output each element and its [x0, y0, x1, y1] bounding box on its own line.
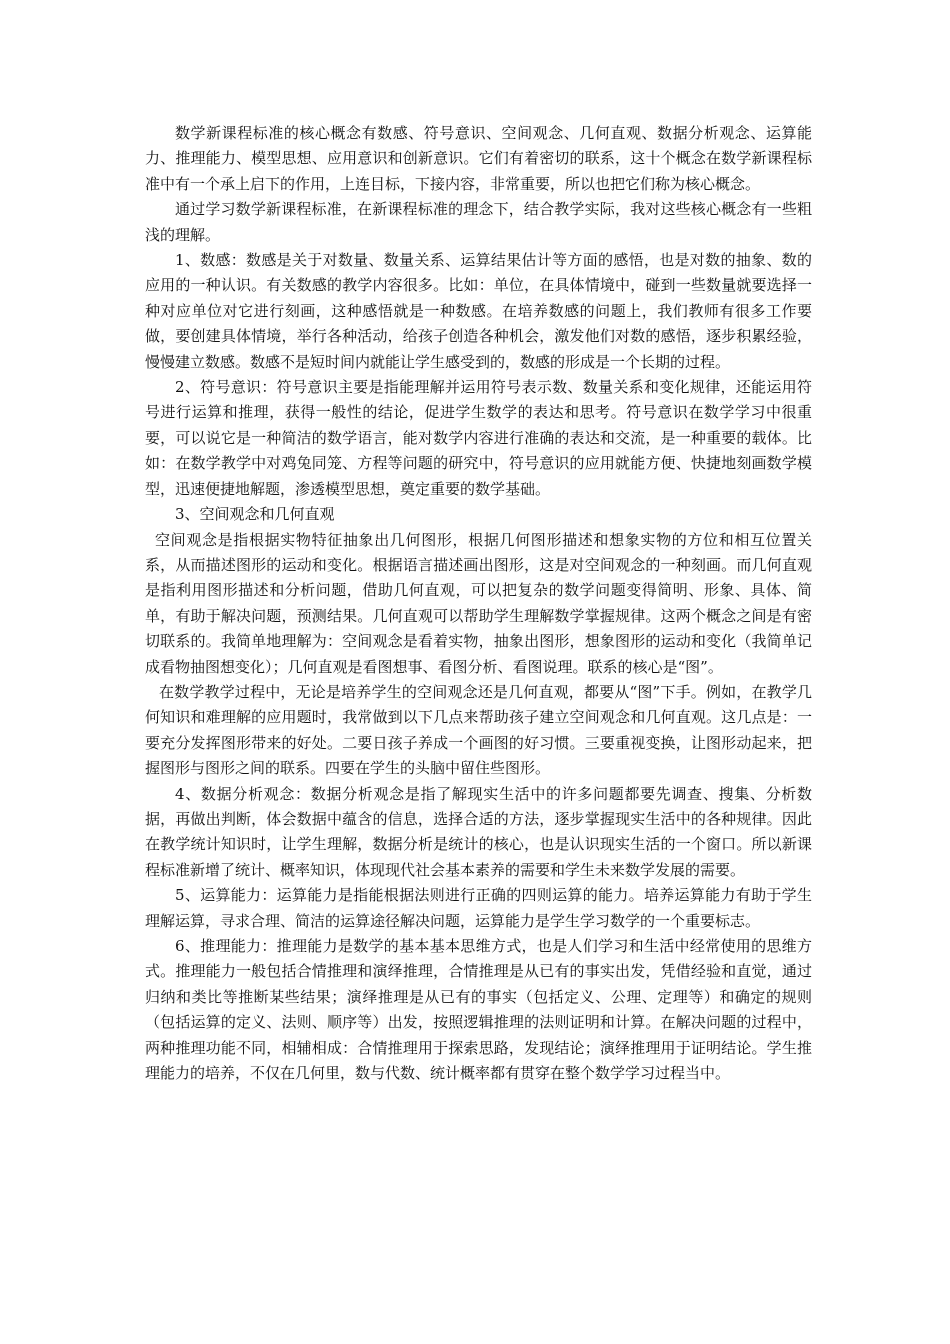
paragraph-computation: 5、运算能力：运算能力是指能根据法则进行正确的四则运算的能力。培养运算能力有助于学生理解运算，寻求合理、简洁的运算途径解决问题，运算能力是学生学习数学的一个重要标志。: [145, 886, 812, 930]
paragraph-understanding: 通过学习数学新课程标准，在新课程标准的理念下，结合教学实际，我对这些核心概念有一些粗浅的理解。: [145, 200, 812, 244]
paragraph-reasoning: 6、推理能力：推理能力是数学的基本基本思维方式，也是人们学习和生活中经常使用的思维方式。推理能力一般包括合情推理和演绎推理，合情推理是从已有的事实出发，凭借经验和直觉，通过归纳和类比等推断某些结果；演绎推理是从已有的事实（包括定义、公理、定理等）和确定的规则（包括运算的定义、法则、顺序等）出发，按照逻辑推理的法则证明和计算。在解决问题的过程中，两种推理功能不同，相辅相成：合情推理用于探索思路，发现结论；演绎推理用于证明结论。学生推理能力的培养，不仅在几何里，数与代数、统计概率都有贯穿在整个数学学习过程当中。: [145, 937, 812, 1083]
paragraph-intro: 数学新课程标准的核心概念有数感、符号意识、空间观念、几何直观、数据分析观念、运算能力、推理能力、模型思想、应用意识和创新意识。它们有着密切的联系，这十个概念在数学新课程标准中有一个承上启下的作用，上连目标，下接内容，非常重要，所以也把它们称为核心概念。: [145, 124, 812, 193]
paragraph-data-analysis: 4、数据分析观念：数据分析观念是指了解现实生活中的许多问题都要先调查、搜集、分析数据，再做出判断，体会数据中蕴含的信息，选择合适的方法，逐步掌握现实生活中的各种规律。因此在教学统计知识时，让学生理解，数据分析是统计的核心，也是认识现实生活的一个窗口。所以新课程标准新增了统计、概率知识，体现现代社会基本素养的需要和学生未来数学发展的需要。: [145, 784, 812, 879]
paragraph-spatial-concept: 空间观念是指根据实物特征抽象出几何图形，根据几何图形描述和想象实物的方位和相互位置关系，从而描述图形的运动和变化。根据语言描述画出图形，这是对空间观念的一种刻画。而几何直观是指利用图形描述和分析问题，借助几何直观，可以把复杂的数学问题变得简明、形象、具体、简单，有助于解决问题，预测结果。几何直观可以帮助学生理解数学掌握规律。这两个概念之间是有密切联系的。我简单地理解为：空间观念是看着实物，抽象出图形，想象图形的运动和变化（我简单记成看物抽图想变化）；几何直观是看图想事、看图分析、看图说理。联系的核心是“图”。: [145, 530, 812, 676]
document-body: [145, 121, 812, 1086]
paragraph-number-sense: 1、数感：数感是关于对数量、数量关系、运算结果估计等方面的感悟，也是对数的抽象、数的应用的一种认识。有关数感的教学内容很多。比如：单位，在具体情境中，碰到一些数量就要选择一种对应单位对它进行刻画，这种感悟就是一种数感。在培养数感的问题上，我们教师有很多工作要做，要创建具体情境，举行各种活动，给孩子创造各种机会，激发他们对数的感悟，逐步积累经验，慢慢建立数感。数感不是短时间内就能让学生感受到的，数感的形成是一个长期的过程。: [145, 251, 812, 371]
paragraph-symbol-sense: 2、符号意识：符号意识主要是指能理解并运用符号表示数、数量关系和变化规律，还能运用符号进行运算和推理，获得一般性的结论，促进学生数学的表达和思考。符号意识在数学学习中很重要，可以说它是一种简洁的数学语言，能对数学内容进行准确的表达和交流，是一种重要的载体。比如：在数学教学中对鸡兔同笼、方程等问题的研究中，符号意识的应用就能方便、快捷地刻画数学模型，迅速便捷地解题，渗透模型思想，奠定重要的数学基础。: [145, 378, 812, 498]
paragraph-teaching-figures: 在数学教学过程中，无论是培养学生的空间观念还是几何直观，都要从“图”下手。例如，在教学几何知识和难理解的应用题时，我常做到以下几点来帮助孩子建立空间观念和几何直观。这几点是：一要充分发挥图形带来的好处。二要日孩子养成一个画图的好习惯。三要重视变换，让图形动起来，把握图形与图形之间的联系。四要在学生的头脑中留住些图形。: [145, 682, 812, 778]
paragraph-spatial-heading: 3、空间观念和几何直观: [175, 505, 335, 524]
